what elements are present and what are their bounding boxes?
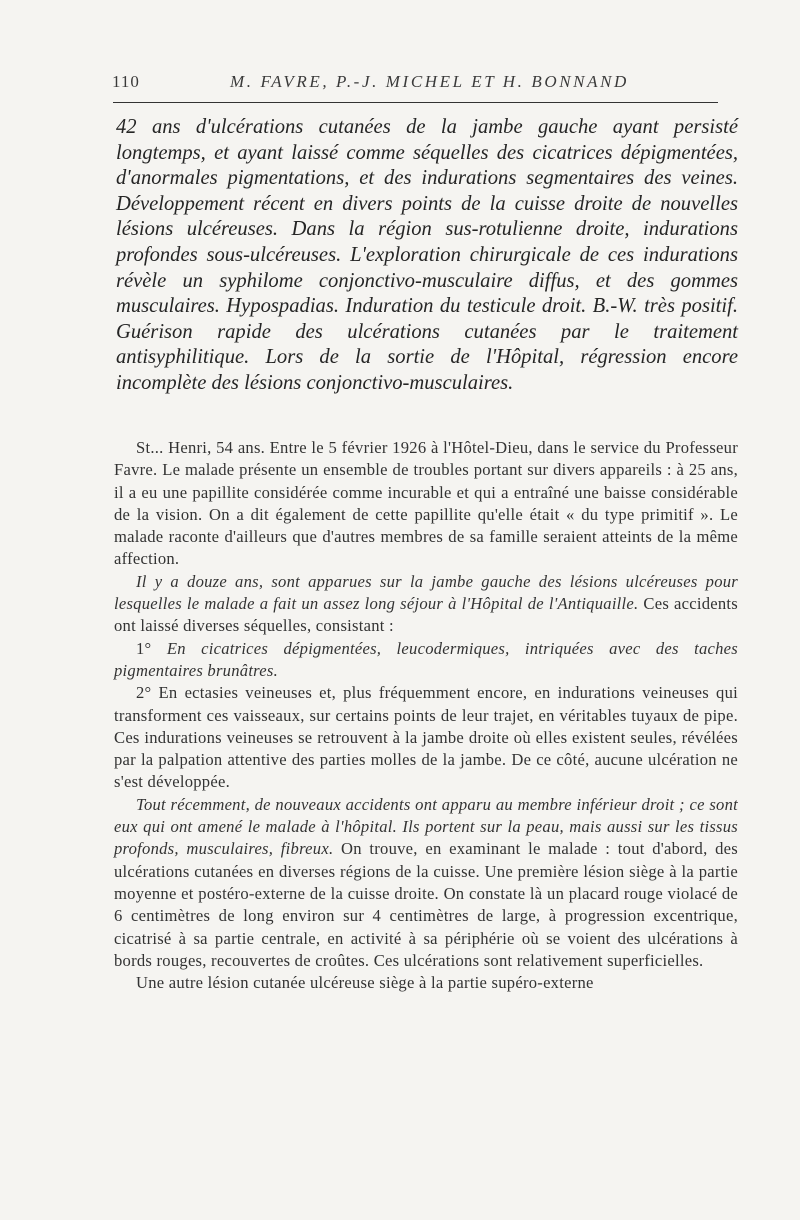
sequela-1-number: 1°	[136, 638, 167, 658]
paragraph-ulcer-history	[114, 571, 738, 638]
recent-accidents-roman: On trouve, en examinant le malade : tout d'abord, des ulcérations cutanées en diverses régions de la cuisse. Une première lésion siège à la partie moyenne et postéro-externe de la cuisse droite. On constate là un placard rouge violacé de 6 centimètres de long environ sur 4 centimètres de large, à progression excentrique, cicatrisé à sa partie centrale, en activité à sa périphérie où se voient des ulcérations à bords rouges, recouvertes de croûtes. Ces ulcérations sont relativement superficielles.	[114, 839, 738, 970]
case-body	[114, 437, 738, 994]
page-header	[112, 72, 718, 96]
running-head-authors: M. FAVRE, P.-J. MICHEL ET H. BONNAND	[230, 72, 629, 91]
paragraph-history: St... Henri, 54 ans. Entre le 5 février 1926 à l'Hôtel-Dieu, dans le service du Professeur Favre. Le malade présente un ensemble de troubles portant sur divers appareils : à 25 ans, il a eu une papillite considérée comme incurable et qui a entraîné une baisse considérable de la vision. On a dit également de cette papillite qu'elle était « du type primitif ». Le malade raconte d'ailleurs que d'autres membres de sa famille seraient atteints de la même affection.	[114, 438, 738, 569]
sequela-1-text: En cicatrices dépigmentées, leucodermiques, intriquées avec des taches pigmentaires brunâtres.	[114, 638, 738, 680]
recent-accidents-italic: Tout récemment, de nouveaux accidents ont apparu au membre inférieur droit ; ce sont eux qui ont amené le malade à l'hôpital. Ils portent sur la peau, mais aussi sur les tissus profonds, musculaires, fibreux.	[114, 794, 738, 859]
case-summary: 42 ans d'ulcérations cutanées de la jambe gauche ayant persisté longtemps, et ayant laissé comme séquelles des cicatrices dépigmentées, d'anormales pigmentations, et des indurations segmentaires des veines. Développement récent en divers points de la cuisse droite de nouvelles lésions ulcéreuses. Dans la région sus-rotulienne droite, indurations profondes sous-ulcéreuses. L'exploration chirurgicale de ces indurations révèle un syphilome conjonctivo-musculaire diffus, et des gommes musculaires. Hypospadias. Induration du testicule droit. B.-W. très positif. Guérison rapide des ulcérations cutanées par le traitement antisyphilitique. Lors de la sortie de l'Hôpital, régression encore incomplète des lésions conjonctivo-musculaires.	[116, 116, 738, 394]
paragraph-recent-accidents	[114, 794, 738, 972]
header-rule	[113, 102, 718, 103]
paragraph-sequela-2: 2° En ectasies veineuses et, plus fréquemment encore, en indurations veineuses qui transforment ces vaisseaux, sur certains points de leur trajet, en véritables tuyaux de pipe. Ces indurations veineuses se retrouvent à la jambe droite où elles existent seules, révélées par la palpation attentive des parties molles de la jambe. De ce côté, aucune ulcération ne s'est développée.	[114, 683, 738, 792]
paragraph-other-lesion: Une autre lésion cutanée ulcéreuse siège à la partie supéro-externe	[136, 973, 594, 993]
paragraph-sequela-1	[114, 638, 738, 683]
page-number: 110	[112, 72, 140, 91]
ulcer-history-italic: Il y a douze ans, sont apparues sur la jambe gauche des lésions ulcéreuses pour lesquelles le malade a fait un assez long séjour à l'Hôpital de l'Antiquaille.	[114, 571, 738, 614]
ulcer-history-roman: Ces accidents ont laissé diverses séquelles, consistant :	[114, 594, 739, 636]
